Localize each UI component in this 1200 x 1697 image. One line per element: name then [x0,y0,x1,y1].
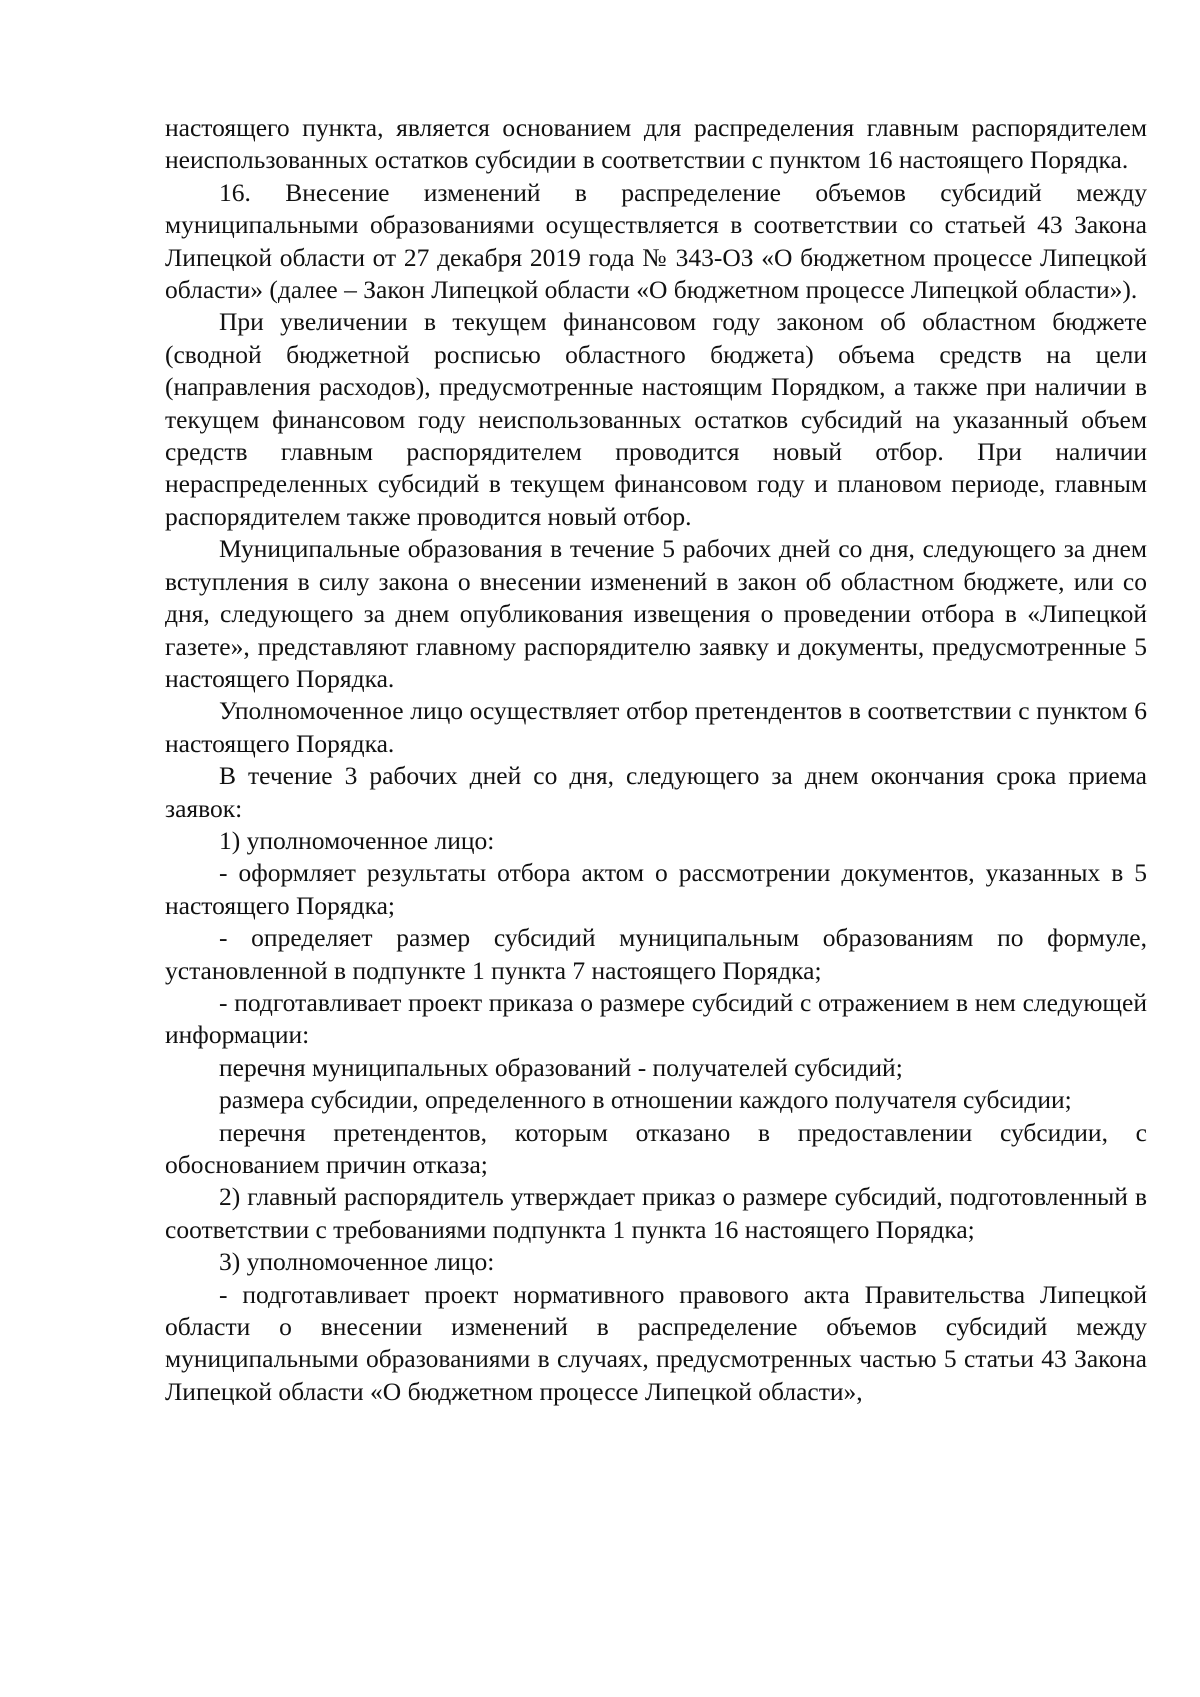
paragraph-municipal-applications: Муниципальные образования в течение 5 рабочих дней со дня, следующего за днем вступления в силу закона о внесении изменений в закон об областном бюджете, или со дня, следующего за днем опубликования извещения о проведении отбора в «Липецкой газете», представляют главному распорядителю заявку и документы, предусмотренные 5 настоящего Порядка. [165,534,1147,693]
paragraph-within-3-days: В течение 3 рабочих дней со дня, следующего за днем окончания срока приема заявок: [165,761,1147,823]
list-item-2: 2) главный распорядитель утверждает приказ о размере субсидий, подготовленный в соответствии с требованиями подпункта 1 пункта 16 настоящего Порядка; [165,1182,1147,1244]
list-subitem-refused: перечня претендентов, которым отказано в предоставлении субсидии, с обоснованием причин отказа; [165,1117,1147,1179]
list-item-1: 1) уполномоченное лицо: [219,825,495,855]
list-item-3: 3) уполномоченное лицо: [219,1247,495,1277]
list-subitem-prepares-act: - подготавливает проект нормативного правового акта Правительства Липецкой области о внесении изменений в распределение объемов субсидий между муниципальными образованиями в случаях, предусмотренных частью 5 статьи 43 Закона Липецкой области «О бюджетном процессе Липецкой области», [165,1279,1147,1406]
paragraph-new-selection: При увеличении в текущем финансовом году законом об областном бюджете (сводной бюджетной росписью областного бюджета) объема средств на цели (направления расходов), предусмотренные настоящим Порядком, а также при наличии в текущем финансовом году неиспользованных остатков субсидий на указанный объем средств главным распорядителем проводится новый отбор. При наличии нераспределенных субсидий в текущем финансовом году и плановом периоде, главным распорядителем также проводится новый отбор. [165,307,1147,531]
paragraph-authorized-person-selection: Уполномоченное лицо осуществляет отбор претендентов в соответствии с пунктом 6 настоящего Порядка. [165,696,1147,758]
list-subitem-determines: - определяет размер субсидий муниципальным образованиям по формуле, установленной в подпункте 1 пункта 7 настоящего Порядка; [165,923,1147,985]
paragraph-continuation: настоящего пункта, является основанием для распределения главным распорядителем неиспользованных остатков субсидии в соответствии с пунктом 16 настоящего Порядка. [165,113,1147,175]
list-subitem-prepares-order: - подготавливает проект приказа о размере субсидий с отражением в нем следующей информации: [165,987,1147,1050]
document-page [165,112,1147,1408]
list-subitem-subsidy-size: размера субсидии, определенного в отношении каждого получателя субсидии; [219,1085,1072,1115]
list-subitem-formalizes: - оформляет результаты отбора актом о рассмотрении документов, указанных в 5 настоящего Порядка; [165,858,1147,920]
paragraph-item-16: 16. Внесение изменений в распределение объемов субсидий между муниципальными образованиями осуществляется в соответствии со статьей 43 Закона Липецкой области от 27 декабря 2019 года № 343-ОЗ «О бюджетном процессе Липецкой области» (далее – Закон Липецкой области «О бюджетном процессе Липецкой области»). [165,177,1147,305]
list-subitem-list-municipalities: перечня муниципальных образований - получателей субсидий; [219,1052,903,1082]
